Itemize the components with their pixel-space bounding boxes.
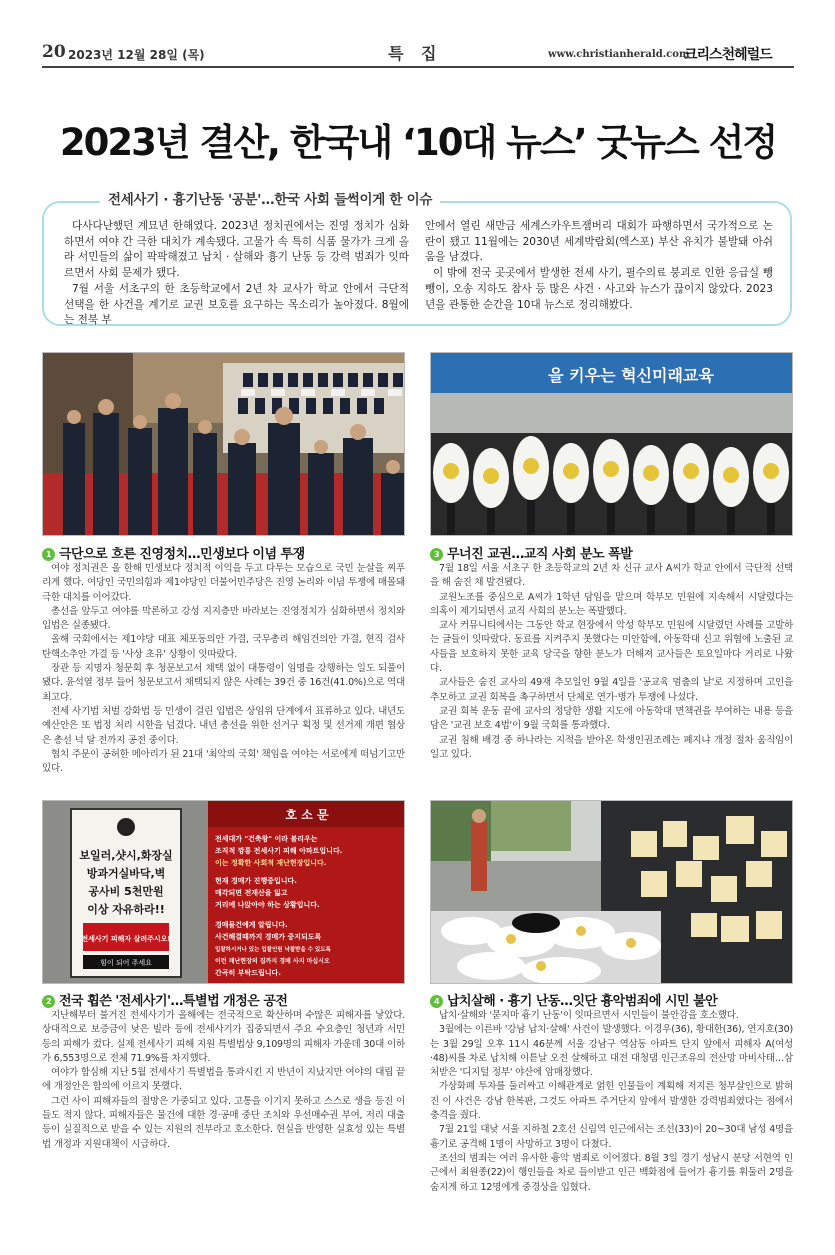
article-paragraph: 여야 정치권은 올 한해 민생보다 정치적 이익을 두고 다투는 모습으로 국민 눈살을 찌푸리게 했다. 여당인 국민의힘과 제1야당인 더불어민주당은 진영 논리와 이념 투쟁에 매몰돼 극한 대치를 이어갔다. [42,563,405,603]
article-2-body [42,1009,405,1152]
header-divider [42,66,794,68]
appeal-sign-line: 전세대가 "건축왕" 이라 불리우는 [215,835,318,843]
article-paragraph: 교권 침해 배경 중 하나라는 지적을 받아온 학생인권조례는 폐지냐 개정 절차 움직임이 일고 있다. [430,734,793,760]
article-paragraph: 장관 등 지명자 청문회 후 청문보고서 채택 없이 대통령이 임명을 강행하는 일도 되풀이됐다. 윤석열 정부 들어 청문보고서 채택되지 않은 사례는 39건 중 16건(41.0%)으로 역대 최고다. [42,663,405,703]
intro-paragraph: 7월 서울 서초구의 한 초등학교에서 2년 차 교사가 학교 안에서 극단적 선택을 한 사건을 계기로 교권 보호를 요구하는 목소리가 높아졌다. 8월에는 전북 부 [64,282,409,327]
article-paragraph: 7월 18일 서울 서초구 한 초등학교의 2년 차 신규 교사 A씨가 학교 안에서 극단적 선택을 해 숨진 채 발견됐다. [430,563,793,589]
article-paragraph: 협치 주문이 공허한 메아리가 된 21대 '최악의 국회' 책임을 여야는 서로에게 떠넘기고만 있다. [42,748,405,775]
article-paragraph: 7월 21일 대낮 서울 지하철 2호선 신림역 인근에서는 조선(33)이 20~30대 남성 4명을 흉기로 공격해 1명이 사망하고 3명이 다쳤다. [430,1124,793,1150]
article-paragraph: 3월에는 이른바 '강남 납치·살해' 사건이 발생했다. 이경우(36), 황대한(36), 연지호(30)는 3월 29일 오후 11시 46분께 서울 강남구 역삼동 아파트 단지 앞에서 피해자 A(여성·48)씨를 차로 납치해 이튿날 오전 살해하고 대전 대청댐 인근조유의 전산망 마비사태…삼처받은 '디지털 정부' 야산에 암매장했다. [430,1024,793,1079]
appeal-sign-line: 이는 정확한 사회적 재난현장입니다. [215,859,327,867]
section-label: 특 집 [388,44,443,63]
article-paragraph: 교사들은 숨진 교사의 49재 추모일인 9월 4일을 '공교육 멈춤의 날'로 지정하며 고인을 추모하고 교권 회복을 촉구하면서 단체로 연가·병가 투쟁에 나섰다. [430,677,793,703]
article-headline: 전국 휩쓴 '전세사기'…특별법 개정은 공전 [59,994,288,1009]
appeal-sign-line: 간곡히 부탁드립니다. [215,969,281,977]
appeal-sign-line: 거리에 나앉아야 하는 상황입니다. [215,901,320,909]
article-3-title [430,543,632,562]
photo-jeonse-fraud-signs [42,800,405,984]
site-url[interactable]: www.christianherald.com [548,49,690,60]
article-paragraph: 여야가 합심해 지난 5월 전세사기 특별법을 통과시킨 지 반년이 지났지만 여야의 대립 끝에 개정안은 합의에 이르지 못했다. [42,1067,405,1093]
page-subtitle: 전세사기 · 흉기난동 '공분'…한국 사회 들썩이게 한 이슈 [100,188,440,208]
article-paragraph: 그런 사이 피해자들의 절망은 가중되고 있다. 고통을 이기지 못하고 스스로 생을 등진 이들도 적지 않다. 피해자들은 물건에 대한 경·공매 중단 조치와 우선매수권 부여, 저리 대출 등이 실질적으로 받을 수 있는 지원의 전부라고 호소한다. 현실을 반영한 실효성 있는 특별법 개정과 지원대책이 시급하다. [42,1095,405,1150]
photo-national-assembly [42,352,405,536]
intro-paragraph: 안에서 열린 새만금 세계스카우트잼버리 대회가 파행하면서 국가적으로 논란이 됐고 11월에는 2030년 세계박람회(엑스포) 부산 유치가 불발돼 아쉬움을 남겼다. [425,220,773,264]
protest-note-footer: 힘이 되어 주세요 [100,959,152,967]
appeal-sign-line: 경매물건에게 알립니다. [215,921,288,929]
appeal-sign-line: 조직적 깡통 전세사기 피해 아파트입니다. [215,847,343,855]
article-4-title [430,990,717,1009]
article-number-badge: 2 [42,995,55,1008]
article-paragraph: 올해 국회에서는 제1야당 대표 체포동의안 가결, 국무총리 해임건의안 가결, 현직 검사 탄핵소추안 가결 등 '사상 초유' 상황이 잇따랐다. [42,634,405,660]
intro-column-right [425,219,773,313]
article-number-badge: 3 [430,548,443,561]
appeal-sign-line: 매각되면 전재산을 잃고 [215,889,288,897]
article-paragraph: 교권 회복 운동 끝에 교사의 정당한 생활 지도에 아동학대 면책권을 부여하는 내용 등을 담은 '교권 보호 4법'이 9월 국회를 통과했다. [430,705,793,732]
protest-note-red: 전세사기 피해자 살려주시오! [81,935,171,943]
article-2-title [42,990,288,1009]
protest-note-line: 이상 자유하라!! [87,903,165,916]
protest-note-line: 보일러,샷시,화장실 [79,849,173,862]
protest-note-line: 공사비 5천만원 [88,885,164,898]
issue-date: 2023년 12월 28일 (목) [68,48,205,62]
article-paragraph: 지난해부터 불거진 전세사기가 올해에는 전국적으로 확산하며 수많은 피해자를 낳았다. 상대적으로 보증금이 낮은 빌라 등에 전세사기가 집중되면서 주요 수요층인 청년과 서민 등의 피해가 컸다. 실제 전세사기 피해 지원 특별법상 9,109명의 피해자 가운데 30대 이하가 6,553명으로 전체 71.9%를 차지했다. [42,1010,405,1064]
article-paragraph: 납치·살해와 '묻지마 흉기 난동'이 잇따르면서 시민들이 불안감을 호소했다. [439,1010,739,1021]
appeal-sign-line: 사건해결때까지 경매가 중지되도록 [215,933,322,941]
article-1-body [42,562,405,776]
intro-paragraph: 다사다난했던 계묘년 한해였다. 2023년 정치권에서는 진영 정치가 심화하면서 여야 간 극한 대치가 계속됐다. 고물가 속 특히 식품 물가가 크게 올라 서민들의 삶이 팍팍해졌고 납치 · 살해와 흉기 난동 등 강력 범죄가 잇따르면서 사회 문제가 됐다. [64,220,409,280]
appeal-sign-line: 현재 경매가 진행중입니다. [215,877,297,885]
page-number: 20 [42,42,66,62]
article-paragraph: 조선의 범죄는 여러 유사한 흉악 범죄로 이어졌다. 8월 3일 경기 성남시 분당 서현역 인근에서 최원종(22)이 행인들을 차로 들이받고 인근 백화점에 들어가 흉기를 휘둘러 2명을 숨지게 하고 12명에게 중경상을 입혔다. [430,1152,793,1193]
appeal-sign-line: 입찰하시거나 있는 입찰인원 낙찰받을 수 있도록 [215,947,331,953]
protest-note-line: 방과거실바닥,벽 [86,867,166,880]
article-1-title [42,543,305,562]
article-paragraph: 총선을 앞두고 여야를 막론하고 강성 지지층만 바라보는 진영정치가 심화하면서 정치와 입법은 실종됐다. [42,605,405,632]
article-paragraph: 교원노조를 중심으로 A씨가 1학년 담임을 맡으며 학부모 민원에 지속해서 시달렸다는 의혹이 제기되면서 교직 사회의 분노는 폭발했다. [430,591,793,617]
intro-column-left [64,219,409,329]
article-headline: 무너진 교권…교직 사회 분노 폭발 [447,547,633,562]
newspaper-logo: 크리스천헤럴드 [684,47,772,63]
intro-paragraph: 이 밖에 전국 곳곳에서 발생한 전세 사기, 필수의료 붕괴로 인한 응급실 뺑뺑이, 오송 지하도 참사 등 많은 사건 · 사고와 뉴스가 끊이지 않았다. 2023년을 관통한 순간을 10대 뉴스로 정리해봤다. [425,267,773,311]
article-paragraph: 전세 사기법 처벌 강화법 등 민생이 걸린 입법은 상임위 단계에서 표류하고 있다. 내년도 예산안은 또 법정 처리 시한을 넘겼다. 내년 총선을 위한 선거구 획정 및 선거제 개편 협상은 총선 넉 달 전까지 공전 중이다. [42,705,405,746]
article-4-body [430,1009,793,1195]
article-headline: 납치살해 · 흉기 난동…잇단 흉악범죄에 시민 불안 [447,994,718,1009]
article-headline: 극단으로 흐른 진영정치…민생보다 이념 투쟁 [59,547,305,562]
appeal-sign-line: 이런 재난현장의 집까지 경매 사지 마십시오 [215,958,330,965]
school-banner-text: 을 키우는 혁신미래교육 [548,366,714,385]
appeal-sign-title: 호 소 문 [285,808,329,822]
article-3-body [430,562,793,762]
article-paragraph: 교사 커뮤니티에서는 그동안 학교 현장에서 악성 학부모 민원에 시달렸던 사례를 고발하는 글들이 잇따랐다. 동료를 지켜주지 못했다는 미안함에, 아동학대 신고 위협에 노출된 교사들을 보호하지 못한 교육 당국을 향한 분노가 더해져 교사들은 토요일마다 거리로 나왔다. [430,620,793,675]
article-number-badge: 4 [430,995,443,1008]
photo-sillim-memorial [430,800,793,984]
article-number-badge: 1 [42,548,55,561]
page-title: 2023년 결산, 한국내 ‘10대 뉴스’ 굿뉴스 선정 [59,121,777,164]
article-paragraph: 가상화폐 투자를 둘러싸고 이해관계로 얽힌 인물들이 계획해 저지른 청부살인으로 밝혀진 이 사건은 강남 한복판, 그것도 아파트 주거단지 앞에서 발생한 강력범죄였다는 점에서 충격을 줬다. [430,1081,793,1122]
photo-school-memorial [430,352,793,536]
